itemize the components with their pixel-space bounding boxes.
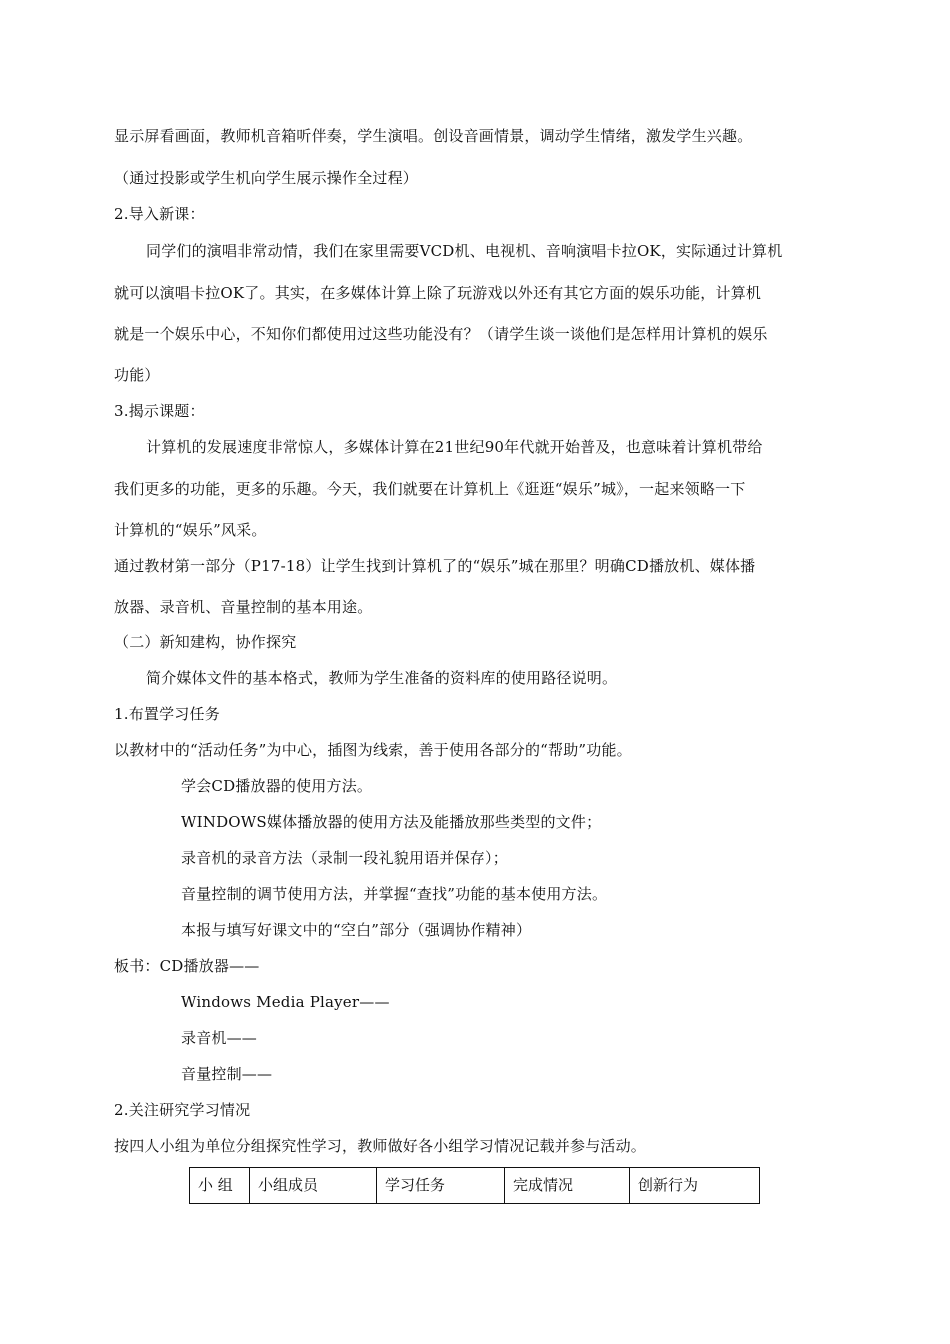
list-item: 本报与填写好课文中的“空白”部分（强调协作精神） (181, 921, 532, 939)
section-heading: 2.导入新课： (114, 205, 205, 223)
list-item: 学会CD播放器的使用方法。 (181, 777, 373, 795)
paragraph-line: 功能） (114, 366, 160, 384)
section-heading: 2.关注研究学习情况 (114, 1101, 251, 1119)
paragraph-line: 计算机的发展速度非常惊人，多媒体计算在21世纪90年代就开始普及，也意味着计算机带给 (146, 438, 763, 456)
paragraph-line: 通过教材第一部分（P17-18）让学生找到计算机了的“娱乐”城在那里？明确CD播放机、媒体播 (114, 557, 756, 575)
paragraph-line: 简介媒体文件的基本格式，教师为学生准备的资料库的使用路径说明。 (146, 669, 618, 687)
list-item: WINDOWS媒体播放器的使用方法及能播放那些类型的文件； (181, 813, 602, 831)
board-note: Windows Media Player—— (181, 993, 390, 1011)
section-heading: 1.布置学习任务 (114, 705, 220, 723)
table-header-cell: 小 组 (190, 1168, 250, 1204)
section-heading: （二）新知建构，协作探究 (114, 633, 297, 651)
paragraph-line: （通过投影或学生机向学生展示操作全过程） (114, 169, 419, 187)
paragraph-line: 我们更多的功能，更多的乐趣。今天，我们就要在计算机上《逛逛“娱乐”城》，一起来领略一下 (114, 480, 746, 498)
table-header-cell: 完成情况 (505, 1168, 630, 1204)
board-note: 录音机—— (181, 1029, 258, 1047)
paragraph-line: 同学们的演唱非常动情，我们在家里需要VCD机、电视机、音响演唱卡拉OK，实际通过计算机 (146, 242, 783, 260)
paragraph-line: 放器、录音机、音量控制的基本用途。 (114, 598, 373, 616)
paragraph-line: 显示屏看画面，教师机音箱听伴奏，学生演唱。创设音画情景，调动学生情绪，激发学生兴趣。 (114, 127, 753, 145)
table-header-cell: 创新行为 (630, 1168, 760, 1204)
paragraph-line: 以教材中的“活动任务”为中心，插图为线索，善于使用各部分的“帮助”功能。 (114, 741, 632, 759)
paragraph-line: 按四人小组为单位分组探究性学习，教师做好各小组学习情况记载并参与活动。 (114, 1137, 647, 1155)
group-record-table (189, 1167, 760, 1204)
paragraph-line: 就可以演唱卡拉OK了。其实，在多媒体计算上除了玩游戏以外还有其它方面的娱乐功能，计算机 (114, 284, 762, 302)
table-header-cell: 小组成员 (250, 1168, 377, 1204)
table-header-cell: 学习任务 (377, 1168, 505, 1204)
board-note: 板书：CD播放器—— (114, 957, 260, 975)
list-item: 录音机的录音方法（录制一段礼貌用语并保存）； (181, 849, 508, 867)
board-note: 音量控制—— (181, 1065, 273, 1083)
paragraph-line: 计算机的“娱乐”风采。 (114, 521, 267, 539)
table-row (190, 1168, 760, 1204)
section-heading: 3.揭示课题： (114, 402, 205, 420)
list-item: 音量控制的调节使用方法，并掌握“查找”功能的基本使用方法。 (181, 885, 608, 903)
paragraph-line: 就是一个娱乐中心，不知你们都使用过这些功能没有？（请学生谈一谈他们是怎样用计算机的娱乐 (114, 325, 768, 343)
